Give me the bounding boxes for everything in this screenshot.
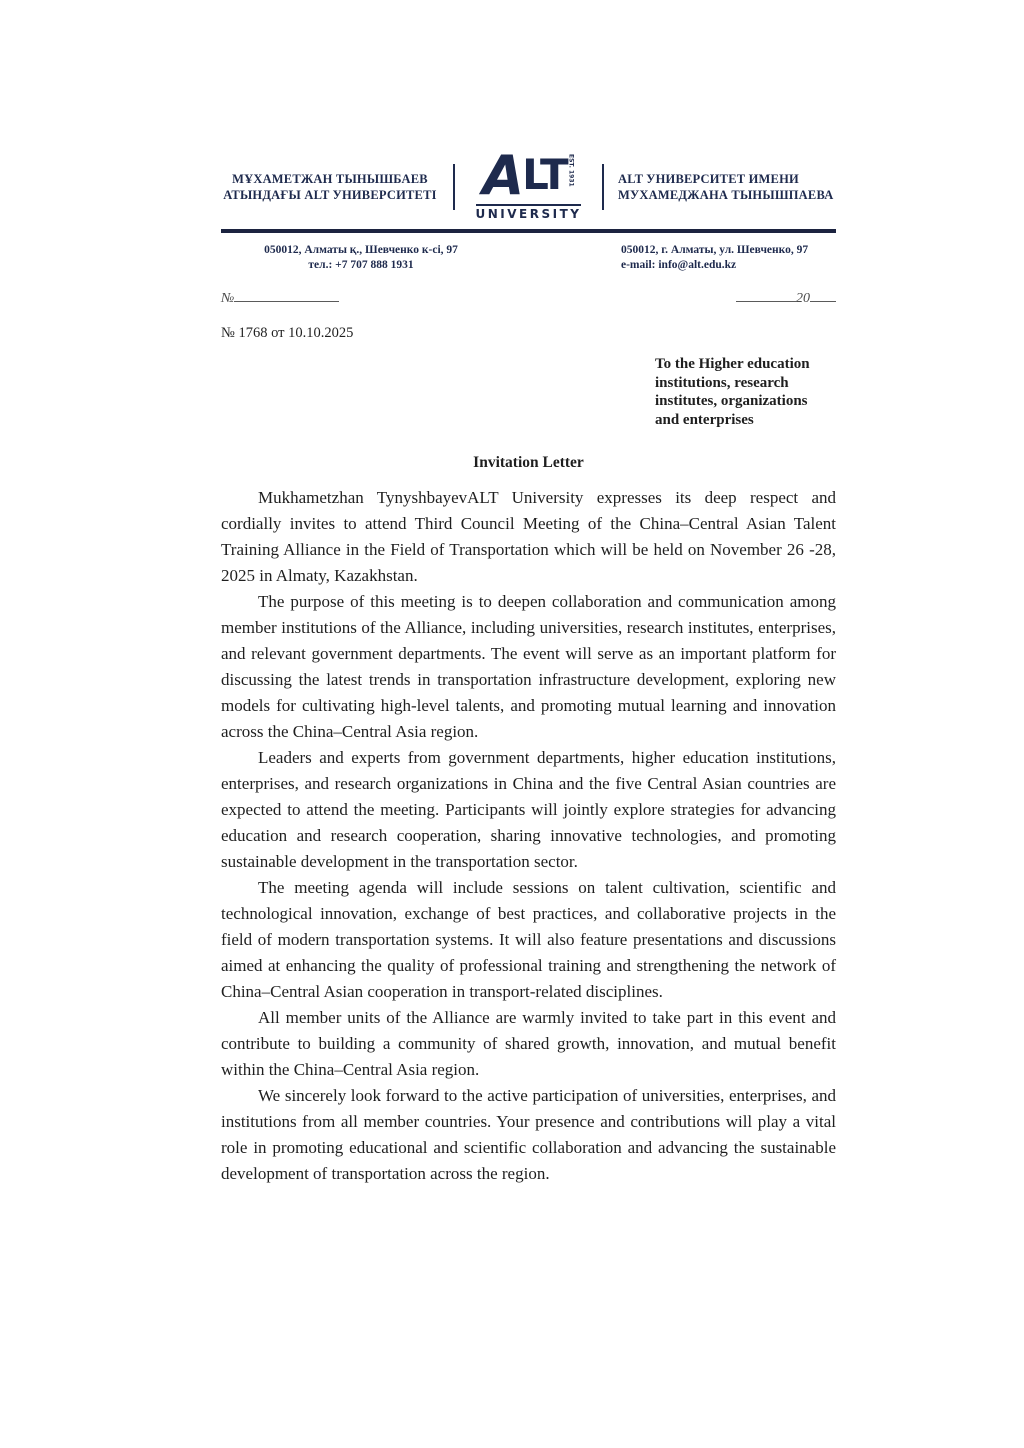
org-name-russian-line2: МУХАМЕДЖАНА ТЫНЫШПАЕВА (618, 187, 834, 202)
letterhead-address-row (221, 243, 836, 272)
org-name-kazakh-line2: АТЫНДАҒЫ ALT УНИВЕРСИТЕТІ (223, 187, 437, 202)
logo-letters-lt: LT (522, 150, 567, 199)
recipient-line: institutions, research (655, 374, 789, 391)
letter-body (221, 485, 836, 1187)
reference-number-blank (221, 288, 339, 307)
org-name-russian-line1: ALT УНИВЕРСИТЕТ ИМЕНИ (618, 171, 799, 186)
address-kazakh-street: 050012, Алматы қ., Шевченко к-сі, 97 (264, 244, 458, 256)
reference-number: № 1768 от 10.10.2025 (221, 325, 354, 341)
letter-content (221, 144, 836, 1187)
logo-university-label: UNIVERSITY (476, 204, 582, 221)
letterhead-names-row (221, 144, 836, 223)
letterhead (221, 144, 836, 272)
recipient-line: institutes, organizations (655, 393, 808, 409)
letterhead-divider-right (602, 164, 604, 210)
address-russian (621, 243, 836, 272)
paragraph-6: We sincerely look forward to the active participation of universities, enterprises, and institutions from all member countries. Your presence and contributions will play a vital role in promoting educational and scientific collaboration and advancing the sustainable development of transportation across the region. (221, 1086, 836, 1183)
paragraph-3: Leaders and experts from government departments, higher education institutions, enterprises, and research organizations in China and the five Central Asian countries are expected to attend the meeting. Participants will jointly explore strategies for advancing education and research cooperation, sharing innovative technologies, and promoting sustainable development in the transportation sector. (221, 748, 836, 871)
address-russian-email: e-mail: info@alt.edu.kz (621, 258, 737, 271)
address-kazakh-phone: тел.: +7 707 888 1931 (308, 258, 414, 271)
org-name-kazakh (221, 171, 439, 203)
paragraph-2: The purpose of this meeting is to deepen collaboration and communication among member institutions of the Alliance, including universities, research institutes, enterprises, and relevant government departments. The event will serve as an important platform for discussing the latest trends in transportation infrastructure development, exploring new models for cultivating high-level talents, and promoting mutual learning and innovation across the China–Central Asia region. (221, 592, 836, 741)
reference-date-blank (736, 288, 836, 307)
paragraph-1: Mukhametzhan TynyshbayevALT University expresses its deep respect and cordially invites to attend Third Council Meeting of the China–Central Asian Talent Training Alliance in the Field of Transportation which will be held on November 26 -28, 2025 in Almaty, Kazakhstan. (221, 488, 836, 585)
year-prefix: 20 (796, 291, 810, 306)
recipient-line: To the Higher education (655, 356, 810, 372)
number-blank-line (234, 288, 339, 302)
year-blank-line (810, 288, 836, 302)
alt-logo-mark (469, 144, 589, 207)
letterhead-divider-left (453, 164, 455, 210)
logo-est-1931-label: EST. 1931 (567, 154, 575, 187)
letter-title: Invitation Letter (473, 454, 584, 471)
reference-blank-row (221, 288, 836, 307)
number-sign: № (221, 291, 235, 306)
address-russian-street: 050012, г. Алматы, ул. Шевченко, 97 (621, 244, 809, 256)
address-kazakh (231, 243, 491, 272)
letterhead-rule (221, 229, 836, 233)
org-name-russian (618, 171, 836, 203)
org-name-kazakh-line1: МҰХАМЕТЖАН ТЫНЫШБАЕВ (232, 171, 428, 186)
logo-letter-a: A (482, 144, 521, 207)
paragraph-4: The meeting agenda will include sessions on talent cultivation, scientific and technological innovation, exchange of best practices, and collaborative projects in the field of modern transportation systems. It will also feature presentations and discussions aimed at enhancing the quality of professional training and strengthening the network of China–Central Asian cooperation in transport-related disciplines. (221, 878, 836, 1001)
recipient-block (655, 355, 836, 429)
paragraph-5: All member units of the Alliance are warmly invited to take part in this event and contribute to building a community of shared growth, innovation, and mutual benefit within the China–Central Asia region. (221, 1008, 836, 1079)
university-logo (469, 144, 589, 223)
date-blank-line (736, 288, 796, 302)
recipient-line: and enterprises (655, 411, 754, 428)
